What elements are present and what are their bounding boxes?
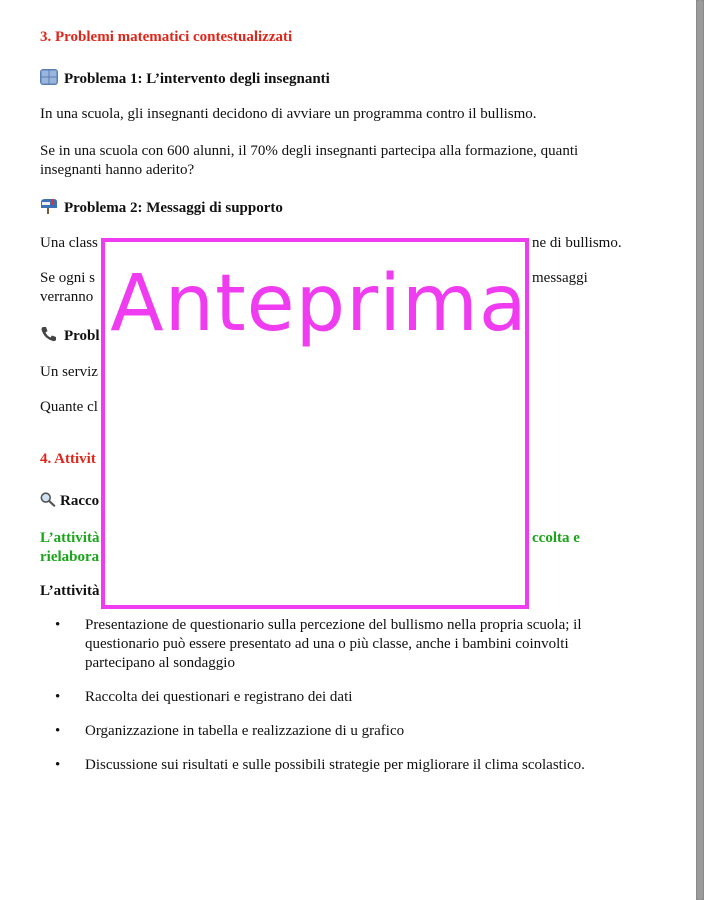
section4-title-start: 4. Attivit <box>40 451 96 467</box>
problem3-title-start: Probl <box>64 328 100 344</box>
green-line1-start: L’attività <box>40 530 100 546</box>
list-item: • Presentazione de questionario sulla percezione del bullismo nella propria scuola; il questionario può essere presentato ad una o più classe, anche i bambini coinvolti partecipano al sondaggio <box>40 616 640 673</box>
green-line2-start: rielabora <box>40 549 100 565</box>
problem2-heading <box>40 198 283 217</box>
problem2-title: Problema 2: Messaggi di supporto <box>64 200 283 216</box>
numbers-icon <box>40 69 58 85</box>
activity-bold-start: L’attività <box>40 583 100 599</box>
green-line1-end: ccolta e <box>532 530 580 546</box>
scrollbar-thumb[interactable] <box>697 0 703 900</box>
phone-icon <box>40 326 58 342</box>
preview-label: Anteprima <box>110 259 528 349</box>
list-item: • Discussione sui risultati e sulle possibili strategie per migliorare il clima scolastico. <box>40 756 640 775</box>
problem2-text2-end: messaggi <box>532 270 588 286</box>
problem1-title: Problema 1: L’intervento degli insegnanti <box>64 71 330 87</box>
problem1-text2: Se in una scuola con 600 alunni, il 70% degli insegnanti partecipa alla formazione, quanti insegnanti hanno aderito? <box>40 143 579 178</box>
section4-sub-heading <box>40 491 99 510</box>
problem2-text2-start: Se ogni s <box>40 270 96 286</box>
problem2-text2b-start: verranno <box>40 289 94 305</box>
problem2-text1-end: ne di bullismo. <box>532 235 622 251</box>
list-item: • Raccolta dei questionari e registrano dei dati <box>40 688 640 707</box>
vertical-scrollbar[interactable] <box>696 0 704 900</box>
section4-sub-start: Racco <box>60 493 100 509</box>
problem3-text2-start: Quante cl <box>40 399 98 415</box>
section3-title: 3. Problemi matematici contestualizzati <box>40 29 293 45</box>
problem3-heading <box>40 326 100 345</box>
problem3-text1-start: Un serviz <box>40 364 98 380</box>
problem2-text1-start: Una class <box>40 235 98 251</box>
problem1-text1: In una scuola, gli insegnanti decidono di avviare un programma contro il bullismo. <box>40 106 537 122</box>
problem1-heading <box>40 69 330 88</box>
activity-bullet-list <box>40 616 640 790</box>
magnifier-icon <box>40 491 56 507</box>
preview-overlay <box>101 238 529 609</box>
list-item: • Organizzazione in tabella e realizzazione di u grafico <box>40 722 640 741</box>
mailbox-icon <box>40 198 58 214</box>
